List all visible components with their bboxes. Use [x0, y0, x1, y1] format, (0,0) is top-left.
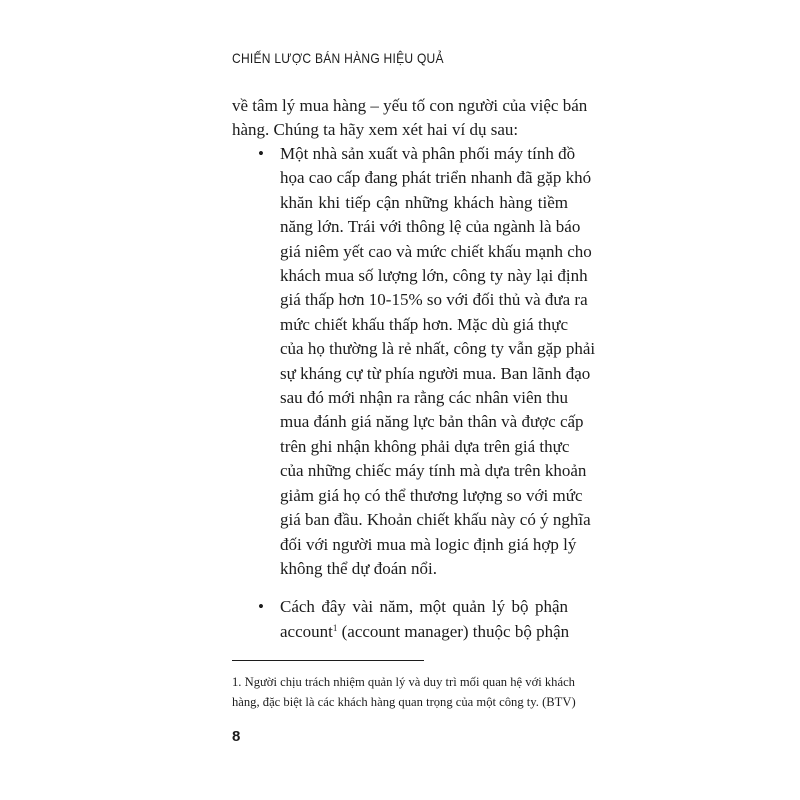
list-item	[232, 595, 568, 644]
body-line: mức chiết khấu thấp hơn. Mặc dù giá thực	[280, 314, 568, 334]
bullet-icon: •	[258, 597, 264, 617]
body-line: Một nhà sản xuất và phân phối máy tính đồ	[280, 144, 576, 163]
body-line: khách mua số lượng lớn, công ty này lại định	[280, 266, 588, 286]
footnote-marker: 1	[332, 622, 338, 633]
body-line: của họ thường là rẻ nhất, công ty vẫn gặp phải	[280, 339, 596, 359]
body-line: Cách đây vài năm, một quản lý bộ phận	[280, 597, 568, 617]
intro-line: hàng. Chúng ta hãy xem xét hai ví dụ sau:	[232, 120, 519, 140]
page-number: 8	[232, 728, 241, 745]
body-line: đối với người mua mà logic định giá hợp lý	[280, 534, 577, 554]
body-line: giảm giá họ có thể thương lượng so với mức	[280, 485, 583, 505]
body-line	[280, 620, 568, 644]
body-line: sau đó mới nhận ra rằng các nhân viên thu	[280, 388, 568, 408]
intro-line: về tâm lý mua hàng – yếu tố con người của việc bán	[232, 96, 588, 115]
body-line: năng lớn. Trái với thông lệ của ngành là báo	[280, 217, 581, 237]
running-header: CHIẾN LƯỢC BÁN HÀNG HIỆU QUẢ	[232, 50, 444, 66]
footnote-divider	[232, 660, 424, 661]
footnote-line: hàng, đặc biệt là các khách hàng quan trọng của một công ty. (BTV)	[232, 695, 576, 709]
body-line: giá thấp hơn 10-15% so với đối thủ và đưa ra	[280, 290, 588, 310]
body-line: giá niêm yết cao và mức chiết khấu mạnh cho	[280, 241, 592, 261]
bullet-icon: •	[258, 144, 264, 163]
body-line: trên ghi nhận không phải dựa trên giá thực	[280, 436, 570, 456]
body-line: họa cao cấp đang phát triển nhanh đã gặp khó	[280, 168, 592, 188]
body-line: không thể dự đoán nổi.	[280, 558, 438, 578]
term-account: account	[280, 621, 333, 641]
footnote	[232, 672, 576, 712]
body-line: mua đánh giá năng lực bản thân và được cấp	[280, 412, 584, 432]
body-line: giá ban đầu. Khoản chiết khấu này có ý nghĩa	[280, 510, 591, 530]
body-line: sự kháng cự từ phía người mua. Ban lãnh đạo	[280, 363, 591, 383]
footnote-line: 1. Người chịu trách nhiệm quản lý và duy trì mối quan hệ với khách	[232, 675, 575, 689]
body-line: khăn khi tiếp cận những khách hàng tiềm	[280, 192, 568, 212]
list-item	[232, 142, 596, 581]
example-list	[232, 142, 596, 644]
line-continuation: (account manager) thuộc bộ phận	[337, 621, 570, 641]
intro-paragraph	[232, 94, 588, 143]
body-line: của những chiếc máy tính mà dựa trên khoản	[280, 461, 587, 481]
